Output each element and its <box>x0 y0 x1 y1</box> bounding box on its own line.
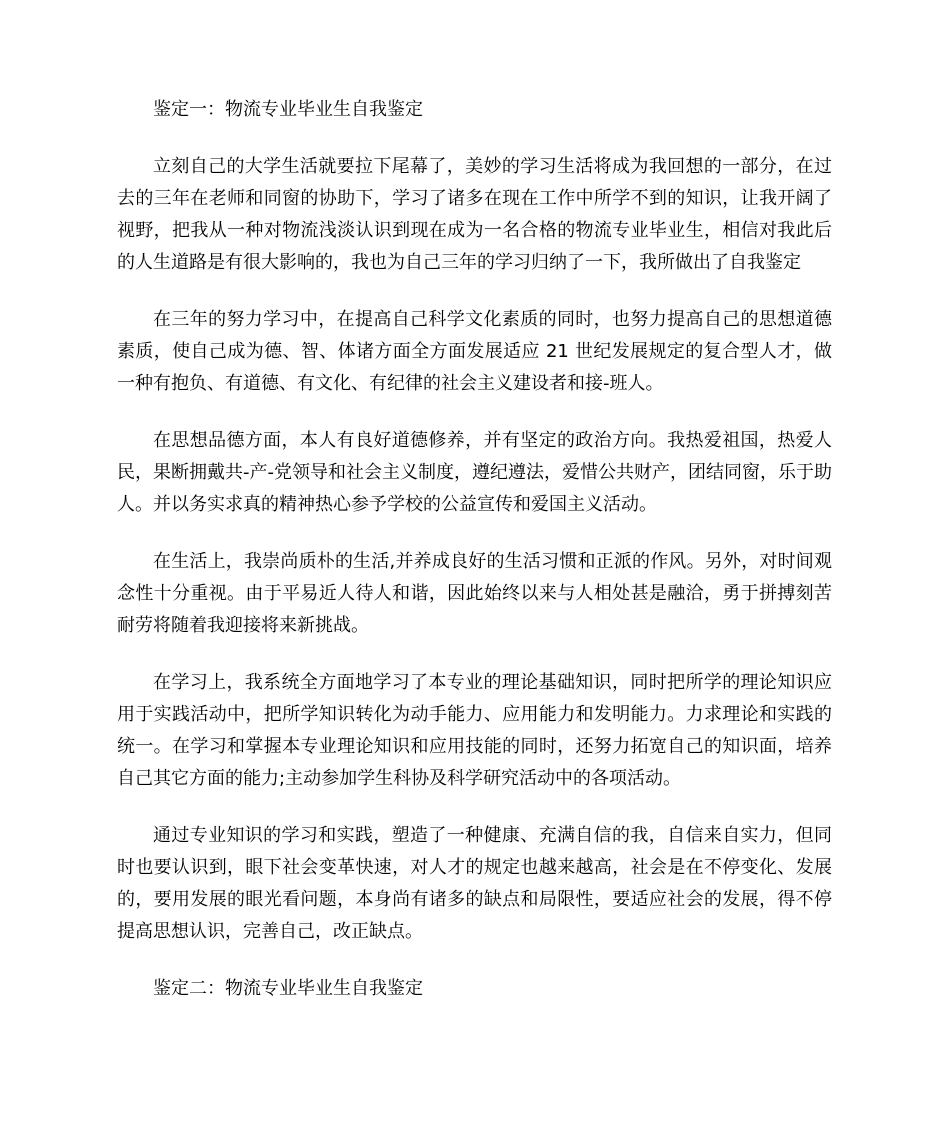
document-body <box>117 94 832 1005</box>
paragraph-intro: 立刻自己的大学生活就要拉下尾幕了，美妙的学习生活将成为我回想的一部分，在过去的三年在老师和同窗的协助下，学习了诸多在现在工作中所学不到的知识，让我开阔了视野，把我从一种对物流浅淡认识到现在成为一名合格的物流专业毕业生，相信对我此后的人生道路是有很大影响的，我也为自己三年的学习归纳了一下，我所做出了自我鉴定 <box>117 156 832 273</box>
paragraph-moral-character: 在思想品德方面，本人有良好道德修养，并有坚定的政治方向。我热爱祖国，热爱人民，果断拥戴共-产-党领导和社会主义制度，遵纪遵法，爱惜公共财产，团结同窗，乐于助人。并以务实求真的精神热心参予学校的公益宣传和爱国主义活动。 <box>117 430 832 515</box>
paragraph-life: 在生活上，我崇尚质朴的生活,并养成良好的生活习惯和正派的作风。另外，对时间观念性十分重视。由于平易近人待人和谐，因此始终以来与人相处甚是融洽，勇于拼搏刻苦耐劳将随着我迎接将来新挑战。 <box>117 551 832 636</box>
section-heading-2: 鉴定二：物流专业毕业生自我鉴定 <box>153 978 423 999</box>
section-heading-1: 鉴定一：物流专业毕业生自我鉴定 <box>153 99 423 120</box>
paragraph-practice: 通过专业知识的学习和实践，塑造了一种健康、充满自信的我，自信来自实力，但同时也要认识到，眼下社会变革快速，对人才的规定也越来越高，社会是在不停变化、发展的，要用发展的眼光看问题，本身尚有诸多的缺点和局限性，要适应社会的发展，得不停提高思想认识，完善自己，改正缺点。 <box>117 825 832 942</box>
paragraph-study-effort: 在三年的努力学习中，在提高自己科学文化素质的同时，也努力提高自己的思想道德素质，使自己成为德、智、体诸方面全方面发展适应 21 世纪发展规定的复合型人才，做一种有抱负、有道德、有文化、有纪律的社会主义建设者和接-班人。 <box>117 309 832 394</box>
paragraph-academic: 在学习上，我系统全方面地学习了本专业的理论基础知识，同时把所学的理论知识应用于实践活动中，把所学知识转化为动手能力、应用能力和发明能力。力求理论和实践的统一。在学习和掌握本专业理论知识和应用技能的同时，还努力拓宽自己的知识面，培养自己其它方面的能力;主动参加学生科协及科学研究活动中的各项活动。 <box>117 672 832 789</box>
